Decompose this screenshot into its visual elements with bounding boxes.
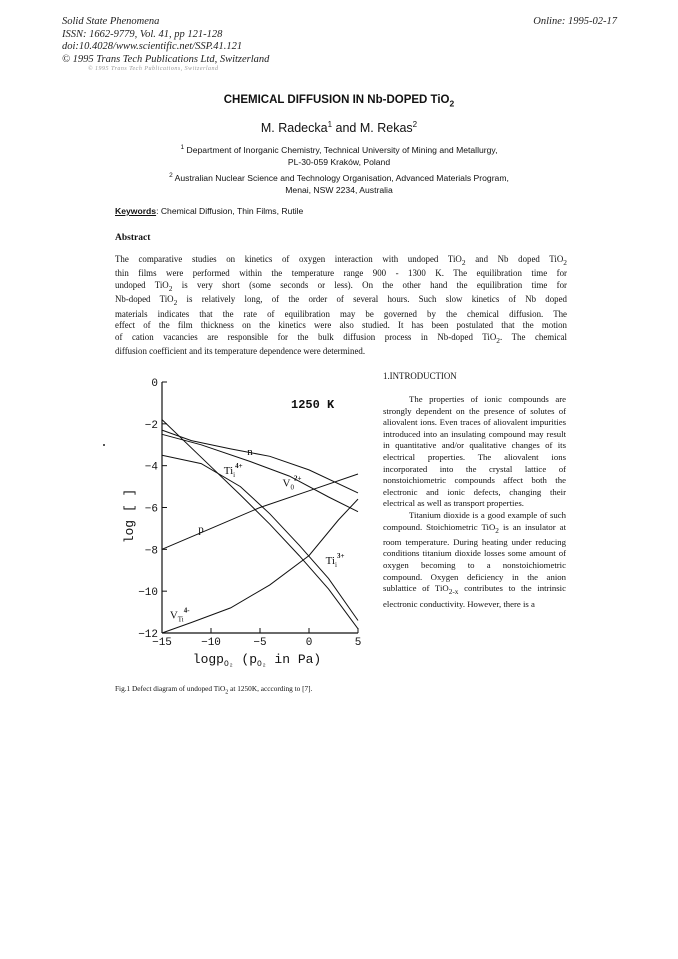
series-line-3 [162,455,358,620]
y-tick-label: −6 [144,503,158,516]
curve-label-2: $V_0^{2+}$ [282,474,302,492]
author-2: M. Rekas [359,121,413,136]
ghost-copyright: © 1995 Trans Tech Publications, Switzerland [88,66,219,72]
journal-name: Solid State Phenomena [62,16,160,27]
x-tick-label: 5 [354,637,362,649]
axes [138,378,361,649]
keywords: Keywords: Chemical Diffusion, Thin Films, Rutile [115,206,304,216]
y-tick-label: −4 [144,461,158,474]
affiliation-1: $^1$ Department of Inorganic Chemistry, Technical University of Mining and Metallurgy, PL-30-059 Kraków, Poland [180,144,498,167]
curve-label-3: p [198,523,204,536]
x-axis-label: logp$_{O_2}$ ($p_{O_2}$ in Pa) [192,652,322,669]
keywords-label: Keywords [115,206,157,216]
author-1: M. Radecka [260,121,328,136]
series-line-2 [162,434,358,511]
abstract-heading: Abstract [115,233,151,243]
author-line: M. Radecka$^1$ and M. Rekas$^2$ [260,120,418,136]
series-line-4 [162,474,358,549]
series-lines [162,420,358,633]
abstract-body: The comparative studies on kinetics of oxygen interaction with undoped TiO$_2$ and Nb doped TiO$_2$ thin films were performed within the temperature range 900 - 1300 K. The equilibration time for undoped TiO$_2$ is very short (some seconds or less). On the other hand the equilibration time for Nb-doped TiO$_2$ is relatively long, of the order of several hours. Such slow kinetics of Nb doped materials indicates that the rate of equilibration may be governed by the chemical diffusion. The effect of the film thickness on the kinetics were also studied. It has been postulated that the motion of cation vacancies are responsible for the bulk diffusion process in Nb-doped TiO$_2$. The chemical diffusion coefficient and its temperature dependence were determined. [115,254,567,357]
intro-paragraph-1: The properties of ionic compounds are strongly dependent on the presence of solutes of aliovalent ions. Even traces of aliovalent impurities introduced into an insulating compound may result in quantitative and/or qualitative changes of its electrical properties. The aliovalent ions incorporated into the crystal lattice of nonstoichiometric compounds affect both the electronic and ionic defects, changing their electrical as well as transport properties. [383,394,566,509]
y-tick-label: −10 [138,587,158,600]
intro-body [383,394,566,610]
curve-label-0: n [247,446,253,459]
intro-heading: 1.INTRODUCTION [383,371,457,381]
curve-label-1: $Ti_i^{4+}$ [223,462,243,480]
x-tick-label: −5 [253,637,267,649]
y-tick-label: 0 [151,378,158,390]
chart-title: 1250 K [291,398,335,412]
copyright-line: © 1995 Trans Tech Publications Ltd, Switzerland [62,53,270,65]
y-tick-label: −12 [138,629,158,641]
figure-caption: Fig.1 Defect diagram of undoped TiO$_2$ at 1250K, acccording to [7]. [115,684,313,696]
y-axis-label: log [ ] [122,488,137,544]
issn-line: ISSN: 1662-9779, Vol. 41, pp 121-128 [62,28,223,40]
paper-title: CHEMICAL DIFFUSION IN Nb-DOPED TiO$_2$ [223,94,455,109]
curve-label-4: $Ti_i^{3+}$ [325,551,345,569]
affiliation-2: $^2$ Australian Nuclear Science and Technology Organisation, Advanced Materials Program, Menai, NSW 2234, Australia [169,172,509,195]
x-tick-label: 0 [305,637,313,649]
series-line-1 [162,420,358,629]
stray-dot [103,444,105,446]
doi-line: doi:10.4028/www.scientific.net/SSP.41.121 [62,41,243,52]
online-date: Online: 1995-02-17 [533,16,617,27]
defect-diagram-chart [115,368,370,680]
curve-label-5: $V_{Ti}^{4-}$ [169,606,190,624]
intro-paragraph-2: Titanium dioxide is a good example of such compound. Stoichiometric TiO$_2$ is an insulator at room temperature. During heating under reducing conditions titanium dioxide losses some amount of oxygen becoming to a nonstoichiometric compound. Oxygen deficiency in the anion sublattice of TiO$_{2-x}$ contributes to the intrinsic electronic conductivity. However, there is a [383,509,566,609]
x-tick-label: −10 [201,637,221,649]
x-tick-label: −15 [152,637,172,649]
y-tick-label: −8 [144,545,158,558]
y-tick-label: −2 [144,419,158,432]
journal-header [62,16,269,66]
